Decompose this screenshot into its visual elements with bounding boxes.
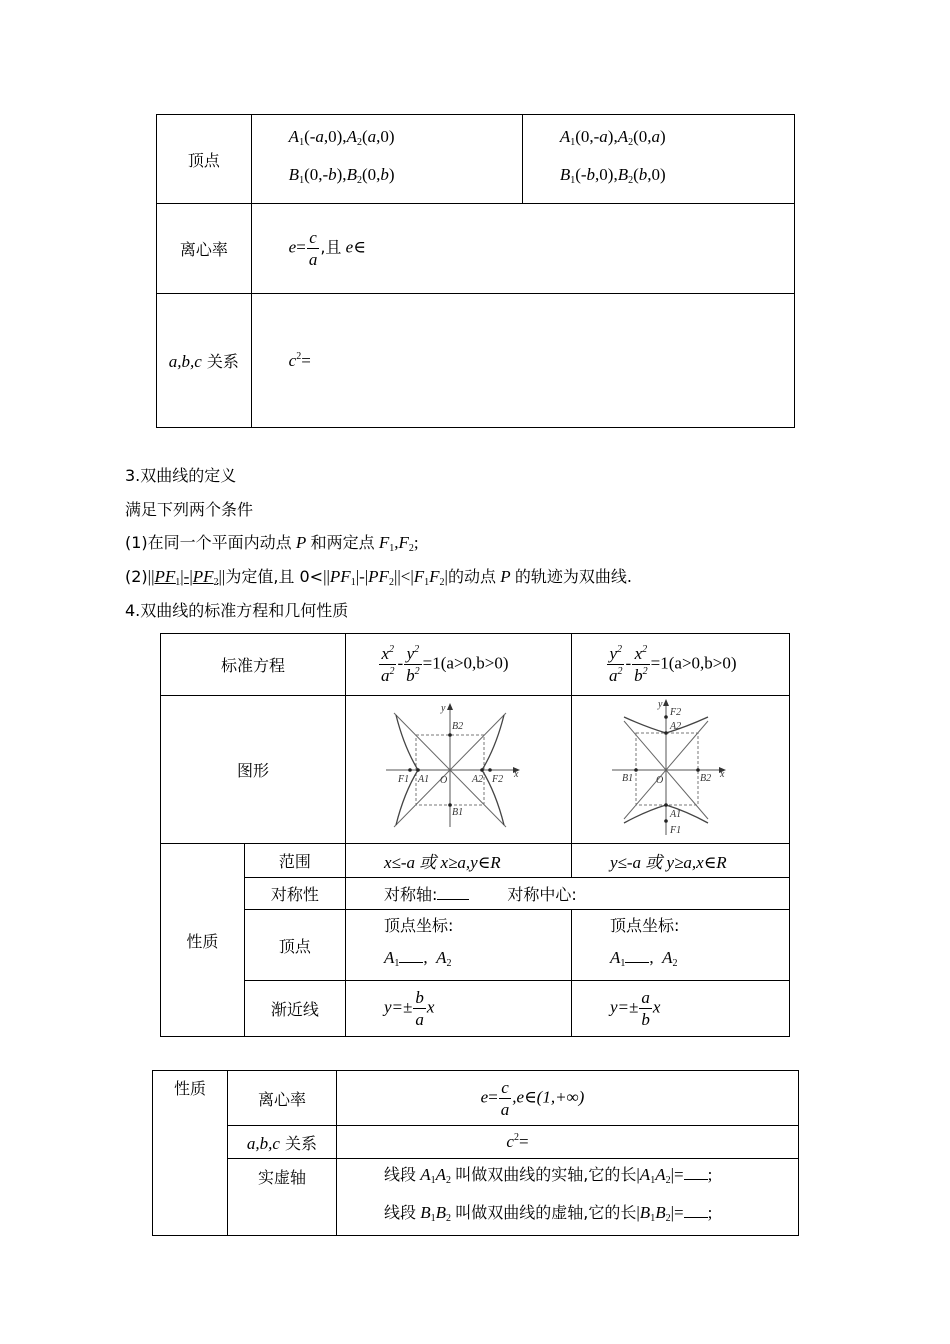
asym1: y=± $\frac{b}{a}$ x — [383, 988, 435, 1029]
fig2-b2-label: B2 — [699, 772, 712, 784]
abc-formula: $c^2=$ — [288, 350, 311, 370]
vertex-col1-line2: $B_1(0,-b),B_2(0,b)$ — [288, 165, 395, 186]
ellipse-properties-table — [156, 114, 795, 428]
symmetry-label-cell: 对称性 — [244, 878, 345, 910]
hyperbola-properties-table — [160, 633, 790, 1037]
section3-title: 3.双曲线的定义 — [125, 466, 237, 485]
range1-cell — [345, 844, 571, 878]
fig2-x-label: x — [719, 768, 725, 780]
fig2-origin-label: O — [655, 774, 664, 786]
vertex2-col2-cell — [571, 910, 789, 981]
vertex-col2-line2: $B_1(-b,0),B_2(b,0)$ — [559, 165, 666, 186]
fig2-a2-label: A2 — [669, 720, 682, 732]
vertex-label-cell — [157, 115, 252, 204]
vertex-col1-cell — [251, 115, 522, 204]
std-eq-label-cell: 标准方程 — [161, 634, 346, 696]
vertex-col1-line1: $A_1(-a,0),A_2(a,0)$ — [288, 127, 395, 148]
hyperbola-x-axis-figure — [346, 697, 571, 843]
symmetry-axis: 对称轴: — [383, 885, 438, 904]
figure-label-cell: 图形 — [161, 696, 346, 844]
std-eq2: $\frac{y^2}{a^2}$ - $\frac{x^2}{b^2}$ =1(a>0,b>0) — [608, 644, 737, 685]
axis-label-cell: 实虚轴 — [228, 1159, 337, 1236]
axis-cell — [337, 1159, 799, 1236]
vertex-coord-label-1: 顶点坐标: — [383, 916, 454, 935]
range-label-cell: 范围 — [244, 844, 345, 878]
range1: x≤-a 或 x≥a,y∈R — [383, 853, 501, 872]
fig1-b2-label: B2 — [451, 720, 464, 732]
abc-label-cell: a,b,c 关系 — [157, 294, 252, 428]
ecc-formula-cell — [251, 204, 794, 294]
vertex-label: 顶点 — [187, 150, 220, 170]
fig2-f2-label: F2 — [669, 706, 682, 718]
ecc-label-cell — [157, 204, 252, 294]
vertex-coord-values-1: $A_1$ , $A_2$ — [383, 948, 452, 969]
vertex-col2-line1: $A_1(0,-a),A_2(0,a)$ — [559, 127, 666, 148]
vertex2-col1-cell — [345, 910, 571, 981]
cond2-underlined-expr: $||PF_1|-|PF_2||$ — [147, 567, 226, 588]
imag-axis-line: 线段 $B_1B_2$ 叫做双曲线的虚轴,它的长$|B_1B_2|=$ ; — [384, 1203, 713, 1224]
ecc2-label-cell: 离心率 — [228, 1071, 337, 1126]
abc-formula-cell — [251, 294, 794, 428]
fig1-origin-label: O — [439, 774, 448, 786]
props-label-cell: 性质 — [161, 844, 245, 1037]
hyperbola-y-axis-figure — [572, 697, 789, 843]
figure1-cell — [345, 696, 571, 844]
fig2-y-label: y — [657, 698, 663, 710]
ecc2-formula-cell — [337, 1071, 799, 1126]
fig2-a1-label: A1 — [669, 808, 682, 820]
fig1-a2-label: A2 — [471, 773, 484, 785]
fig1-x-label: x — [513, 768, 519, 780]
abc2-label-cell: a,b,c 关系 — [228, 1126, 337, 1159]
fig2-b1-label: B1 — [621, 772, 634, 784]
fig1-f1-label: F1 — [397, 773, 410, 785]
vertex-col2-cell — [522, 115, 794, 204]
abc2-formula: $c^2=$ — [506, 1132, 529, 1151]
section3-condition2: $(2)||PF_1|-|PF_2||$为定值,且 $0<||PF_1|-|PF_2||<|F_1F_2|$的动点 P 的轨迹为双曲线. — [125, 567, 632, 588]
props2-label-cell: 性质 — [153, 1071, 228, 1236]
figure2-cell — [571, 696, 789, 844]
std-eq2-cell — [571, 634, 789, 696]
asym1-cell — [345, 981, 571, 1037]
fig2-f1-label: F1 — [669, 824, 682, 836]
fig1-a1-label: A1 — [417, 773, 430, 785]
fig1-f2-label: F2 — [491, 773, 504, 785]
symmetry-cell — [345, 878, 789, 910]
section4-title: 4.双曲线的标准方程和几何性质 — [125, 601, 349, 620]
vertex2-label-cell: 顶点 — [244, 910, 345, 981]
symmetry-center: 对称中心: — [507, 885, 577, 904]
range2: y≤-a 或 y≥a,x∈R — [609, 853, 727, 872]
section3-intro: 满足下列两个条件 — [125, 500, 254, 519]
section3-condition1: (1)在同一个平面内动点 P 和两定点 $F_1,F_2$; — [125, 533, 419, 554]
ecc-formula: e= $\frac{c}{a}$ ,且 e∈ — [288, 228, 366, 269]
std-eq1: $\frac{x^2}{a^2}$ - $\frac{y^2}{b^2}$ =1(a>0,b>0) — [380, 644, 509, 685]
vertex-coord-values-2: $A_1$ , $A_2$ — [609, 948, 678, 969]
fig1-y-label: y — [440, 702, 446, 714]
ecc2-formula: e= $\frac{c}{a}$ ,e∈(1,+∞) — [480, 1077, 585, 1119]
std-eq1-cell — [345, 634, 571, 696]
vertex-coord-label-2: 顶点坐标: — [609, 916, 680, 935]
fig1-b1-label: B1 — [451, 806, 464, 818]
range2-cell — [571, 844, 789, 878]
abc2-formula-cell — [337, 1126, 799, 1159]
asym2: y=± $\frac{a}{b}$ x — [609, 988, 661, 1029]
asym2-cell — [571, 981, 789, 1037]
hyperbola-properties-table-2 — [152, 1070, 799, 1236]
asymptote-label-cell: 渐近线 — [244, 981, 345, 1037]
ecc-label: 离心率 — [179, 240, 228, 259]
real-axis-line: 线段 $A_1A_2$ 叫做双曲线的实轴,它的长$|A_1A_2|=$ ; — [384, 1165, 713, 1186]
